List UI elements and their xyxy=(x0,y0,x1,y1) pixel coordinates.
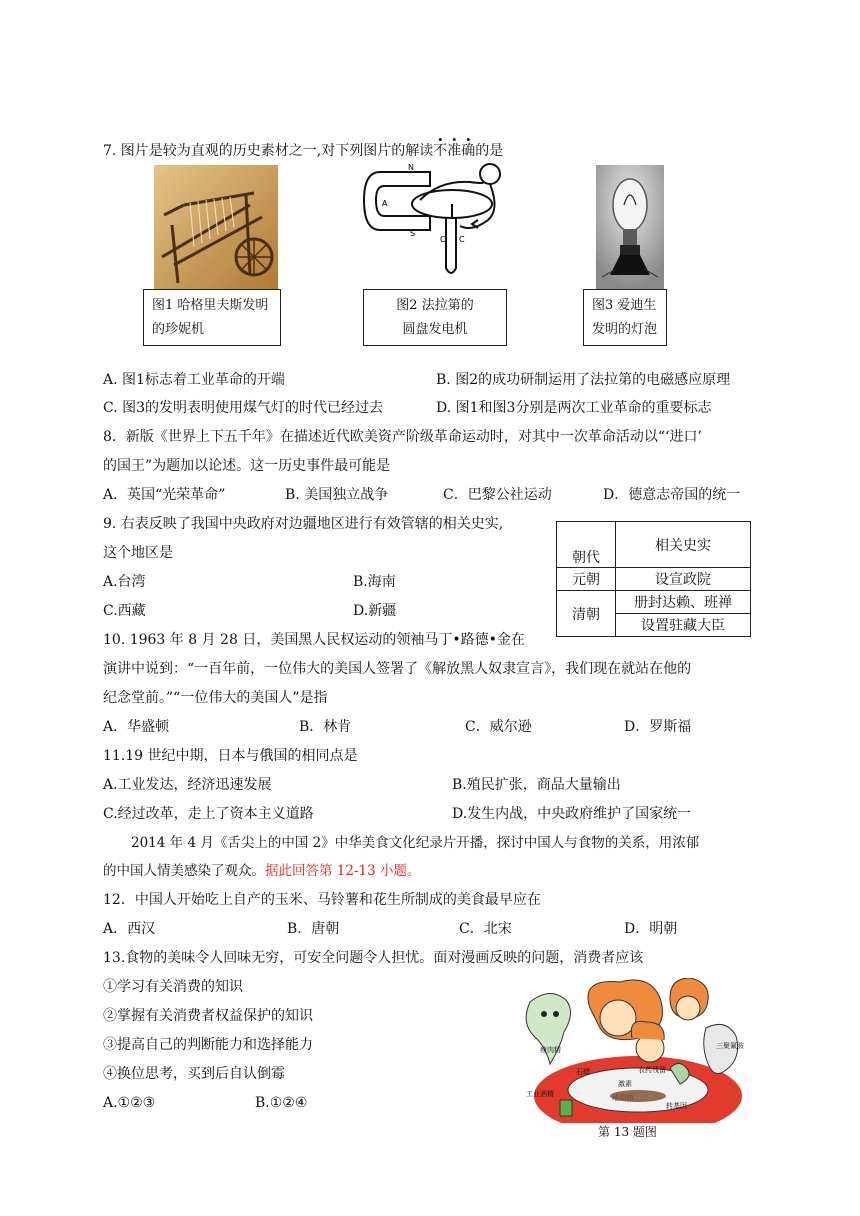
q7-option-c: C. 图3的发明表明使用煤气灯的时代已经过去 xyxy=(103,400,384,416)
q8-option-d: D．德意志帝国的统一 xyxy=(603,487,741,503)
table-cell-qing-fact2: 设置驻藏大臣 xyxy=(616,614,751,637)
table-header-dynasty: 朝代 xyxy=(557,522,616,568)
q8-option-c: C．巴黎公社运动 xyxy=(443,487,552,503)
q9-stem-line1: 9. 右表反映了我国中央政府对边疆地区进行有效管辖的相关史实, xyxy=(103,516,504,532)
q11-option-c: C.经过改革，走上了资本主义道路 xyxy=(103,806,314,822)
q8-stem-line2: 的国王”为题加以论述。这一历史事件最可能是 xyxy=(103,458,391,474)
q9-option-d: D.新疆 xyxy=(353,603,397,619)
q12-option-b: B．唐朝 xyxy=(287,921,340,937)
q13-option-a: A.①②③ xyxy=(103,1095,156,1111)
q11-option-b: B.殖民扩张，商品大量输出 xyxy=(452,777,621,793)
q10-option-c: C．威尔逊 xyxy=(465,719,532,735)
q7-option-a: A. 图1标志着工业革命的开端 xyxy=(103,372,285,388)
q8-option-a: A．英国“光荣革命” xyxy=(103,487,226,503)
dynasty-history-table xyxy=(556,521,751,637)
q10-stem-line1: 10. 1963 年 8 月 28 日，美国黑人民权运动的领袖马丁•路德•金在 xyxy=(103,632,525,648)
q13-option-b: B.①②④ xyxy=(255,1095,308,1111)
q12-option-d: D．明朝 xyxy=(624,921,678,937)
q12-option-c: C．北宋 xyxy=(459,921,512,937)
table-cell-qing: 清朝 xyxy=(557,591,616,637)
fig3-caption: 图3 爱迪生 发明的灯泡 xyxy=(583,289,667,346)
q10-option-a: A．华盛顿 xyxy=(103,719,170,735)
q7-stem: 7. 图片是较为直观的历史素材之一,对下列图片的解读不准确的是 xyxy=(103,143,504,159)
svg-text:C: C xyxy=(459,235,465,244)
q11-option-a: A.工业发达，经济迅速发展 xyxy=(103,777,272,793)
q10-stem-line3: 纪念堂前。”“一位伟大的美国人”是指 xyxy=(103,690,328,706)
q13-stem: 13.食物的美味令人回味无穷，可安全问题令人担忧。面对漫画反映的问题，消费者应该 xyxy=(103,950,644,966)
q13-item-4: ④换位思考，买到后自认倒霉 xyxy=(103,1066,285,1082)
q9-option-c: C.西藏 xyxy=(103,603,146,619)
cartoon-caption: 第 13 题图 xyxy=(598,1125,657,1139)
svg-text:N: N xyxy=(408,163,414,172)
q13-item-1: ①学习有关消费的知识 xyxy=(103,979,243,995)
q8-option-b: B. 美国独立战争 xyxy=(285,487,389,503)
svg-text:A: A xyxy=(382,199,388,208)
food-safety-cartoon xyxy=(520,978,746,1123)
q9-option-a: A.台湾 xyxy=(103,574,146,590)
intro-line1: 2014 年 4 月《舌尖上的中国 2》中华美食文化纪录片开播，探讨中国人与食物的关系，用浓郁 xyxy=(131,835,700,851)
table-cell-yuan: 元朝 xyxy=(557,568,616,591)
q13-item-3: ③提高自己的判断能力和选择能力 xyxy=(103,1037,313,1053)
fig2-caption: 图2 法拉第的 圆盘发电机 xyxy=(363,289,507,346)
faraday-disk-generator-diagram xyxy=(360,160,510,288)
table-cell-qing-fact1: 册封达赖、班禅 xyxy=(616,591,751,614)
q9-option-b: B.海南 xyxy=(353,574,396,590)
table-header-facts: 相关史实 xyxy=(616,522,751,568)
fig1-caption: 图1 哈格里夫斯发明 的珍妮机 xyxy=(143,289,281,346)
svg-text:S: S xyxy=(410,229,416,238)
q8-stem-line1: 8．新版《世界上下五千年》在描述近代欧美资产阶级革命运动时，对其中一次革命活动以“‘进口’ xyxy=(103,429,702,445)
q10-stem-line2: 演讲中说到：“一百年前，一位伟大的美国人签署了《解放黑人奴隶宣言》，我们现在就站在他的 xyxy=(103,661,692,677)
q7-option-b: B. 图2的成功研制运用了法拉第的电磁感应原理 xyxy=(436,372,731,388)
intro-line2: 的中国人情美感染了观众。据此回答第 12-13 小题。 xyxy=(103,863,421,879)
q12-option-a: A．西汉 xyxy=(103,921,156,937)
spinning-jenny-image xyxy=(154,165,278,289)
q11-stem: 11.19 世纪中期，日本与俄国的相同点是 xyxy=(103,748,358,764)
q12-stem: 12．中国人开始吃上自产的玉米、马铃薯和花生所制成的美食最早应在 xyxy=(103,892,541,908)
q10-option-b: B．林肯 xyxy=(299,719,352,735)
svg-text:瘦肉精 石蜡 农药残留: 瘦肉精 石蜡 农药残留 激素 工业酒精 转基因 三聚氰胺 xyxy=(526,1042,744,1110)
q7-option-d: D. 图1和图3分别是两次工业革命的重要标志 xyxy=(436,400,712,416)
svg-text:C: C xyxy=(440,235,446,244)
edison-light-bulb-image xyxy=(596,165,664,289)
q11-option-d: D.发生内战，中央政府维护了国家统一 xyxy=(452,806,692,822)
q13-item-2: ②掌握有关消费者权益保护的知识 xyxy=(103,1008,313,1024)
table-cell-yuan-fact: 设宣政院 xyxy=(616,568,751,591)
instruction-text: 据此回答第 12-13 小题。 xyxy=(265,863,421,879)
q9-stem-line2: 这个地区是 xyxy=(103,545,173,561)
q10-option-d: D．罗斯福 xyxy=(624,719,692,735)
